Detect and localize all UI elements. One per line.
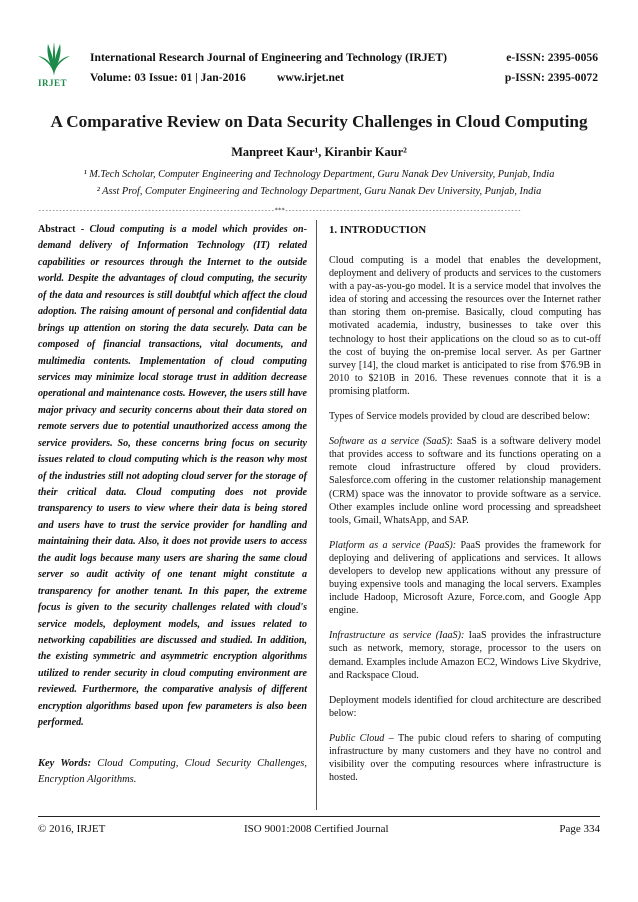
keywords	[38, 756, 307, 788]
paas-text: PaaS provides the framework for deploying and delivering of applications and services. It allows developers to develop new applications without any pressure of buying expensive tools and managing the local servers. Examples include Hadoop, Microsoft Azure, Force.com, and Google App engine.	[329, 539, 601, 617]
journal-website[interactable]: www.irjet.net	[277, 71, 344, 84]
paas-term: Platform as a service (PaaS):	[329, 539, 457, 551]
footer-copyright: © 2016, IRJET	[38, 823, 106, 835]
journal-header	[0, 0, 638, 96]
introduction-heading: 1. INTRODUCTION	[329, 224, 427, 236]
footer-certification: ISO 9001:2008 Certified Journal	[244, 823, 389, 835]
intro-paragraph-3: Deployment models identified for cloud architecture are described below:	[329, 694, 601, 719]
public-cloud-paragraph	[329, 732, 601, 784]
column-divider	[316, 220, 317, 810]
abstract	[38, 222, 307, 732]
intro-paragraph-2: Types of Service models provided by cloud are described below:	[329, 411, 590, 423]
abstract-label: Abstract -	[38, 224, 90, 235]
paper-title: A Comparative Review on Data Security Challenges in Cloud Computing	[50, 112, 588, 131]
paas-paragraph	[329, 539, 601, 618]
section-separator: ---------------------------------------------------------------------***---------------------------------------------------------------------	[38, 207, 521, 214]
introduction-section	[329, 222, 601, 796]
abstract-text: Cloud computing is a model which provides on-demand delivery of Information Technology (IT) related capabilities or resources through the Internet to the outside world. Despite the advantages of cloud computing, the security of the data and resources is still doubtful which affect the cloud adoption. The raising amount of personal and confidential data brings up attention on storing the data securely. Data can be composed of financial transactions, vital documents, and multimedia contents. Implementation of cloud computing services may minimize local storage trust in addition decrease operational and maintenance costs. However, the users still have major privacy and security concerns about their data stored on remote servers due to potential unauthorized access among the service providers. So, these concerns bring focus on security issues related to cloud computing which is the reason why most of the industries still not adopting cloud server for the storage of their critical data. Cloud computing does not provide transparency to users to view where their data is being stored and users have to trust the service provider for handling and maintaining their data. Also, it does not provide users to access the audit logs because many users are sharing the same cloud server so audit activity of one tenant might constitute a transparency for another tenant. In this paper, the extreme focus is given to the security challenges related with cloud's service models, deployment models, and issues related to networking capabilities are discussed and studied. In addition, the existing symmetric and asymmetric encryption algorithms utilized to render security in cloud computing environment are reviewed. Furthermore, the comparative analysis of different encryption algorithms based upon few parameters is also been performed.	[38, 224, 307, 729]
footer-rule	[38, 816, 600, 817]
volume-issue: Volume: 03 Issue: 01 | Jan-2016	[90, 71, 246, 84]
intro-paragraph-1: Cloud computing is a model that enables the development, deployment and delivery of products and services to the customers with a pay-as-you-go model. It is a service model that involves the idea of storing and accessing the resources over the Internet rather than storing them on-premise. Basically, cloud computing has motivated academia, industry, businesses to take over this technology to host their applications on the cloud so as to cut-off the cost of buying the on-premise local server. As per Gartner survey [14], the cloud market is anticipated to rise from $76.9B in 2010 to $210B in 2016. These revenues connote that it is a promising platform.	[329, 255, 601, 397]
public-cloud-term: Public Cloud	[329, 732, 385, 744]
affiliation-2: ² Asst Prof, Computer Engineering and Technology Department, Guru Nanak Dev University, Punjab, India	[96, 186, 542, 197]
saas-term: Software as a service (SaaS)	[329, 436, 450, 448]
e-issn: e-ISSN: 2395-0056	[506, 51, 598, 64]
public-cloud-text: – The pubic cloud refers to sharing of computing infrastructure by many customers and they have no control and visibility over the computing resources where infrastructure is hosted.	[329, 732, 601, 784]
iaas-term: Infrastructure as service (IaaS):	[329, 630, 465, 642]
paper-authors: Manpreet Kaur¹, Kiranbir Kaur²	[231, 145, 407, 159]
iaas-paragraph	[329, 629, 601, 681]
logo-text: IRJET	[38, 78, 68, 88]
saas-text: : SaaS is a software delivery model that provides access to software and its functions operating on a remote cloud infrastructure offered by cloud providers. Salesforce.com offering in the customer relationship management (CRM) space was the innovator to provide software as a service. Other examples include online word processing and spreadsheet tools, Gmail, WhatsApp, and SAP.	[329, 436, 601, 526]
iaas-text: IaaS provides the infrastructure such as network, memory, storage, processor to the users on demand. Examples include Amazon EC2, Windows Live Skydrive, and Rackspace Cloud.	[329, 630, 601, 681]
journal-name: International Research Journal of Engineering and Technology (IRJET)	[90, 51, 447, 64]
saas-paragraph	[329, 435, 601, 527]
affiliation-1: ¹ M.Tech Scholar, Computer Engineering and Technology Department, Guru Nanak Dev University, Punjab, India	[83, 169, 555, 180]
keywords-text: Cloud Computing, Cloud Security Challenges, Encryption Algorithms.	[38, 758, 307, 785]
footer-page-number: Page 334	[559, 823, 600, 835]
keywords-label: Key Words:	[38, 758, 92, 769]
p-issn: p-ISSN: 2395-0072	[504, 71, 598, 84]
